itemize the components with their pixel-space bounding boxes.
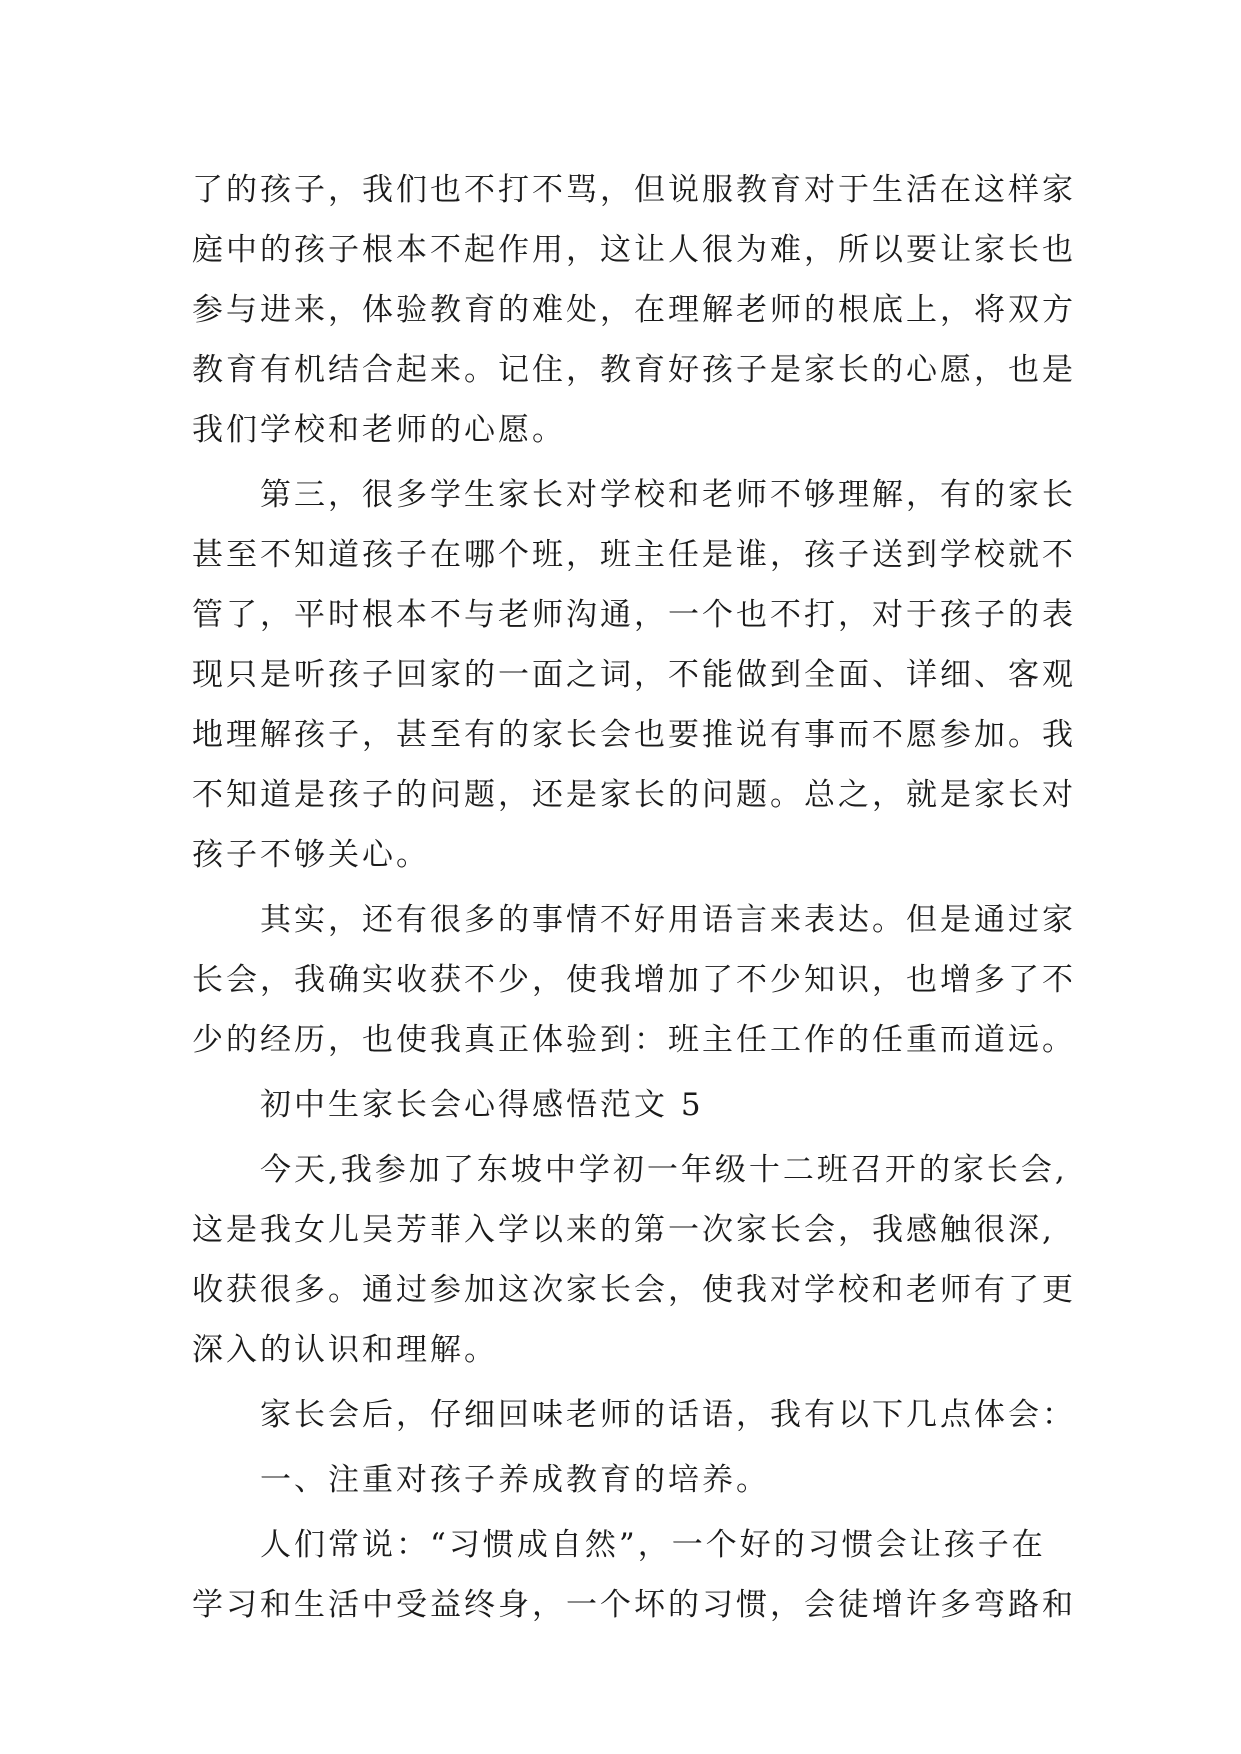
paragraph-first-line: 其实，还有很多的事情不好用语言来表达。但是通过家 xyxy=(260,902,1076,938)
text-line: 庭中的孩子根本不起作用，这让人很为难，所以要让家长也 xyxy=(192,232,1076,268)
paragraph-first-line: 家长会后，仔细回味老师的话语，我有以下几点体会： xyxy=(260,1397,1076,1433)
text-line: 甚至不知道孩子在哪个班，班主任是谁，孩子送到学校就不 xyxy=(192,537,1076,573)
text-line: 深入的认识和理解。 xyxy=(192,1332,498,1368)
text-line: 少的经历，也使我真正体验到：班主任工作的任重而道远。 xyxy=(192,1022,1076,1058)
text-line: 长会，我确实收获不少，使我增加了不少知识，也增多了不 xyxy=(192,962,1076,998)
text-line: 收获很多。通过参加这次家长会，使我对学校和老师有了更 xyxy=(192,1272,1076,1308)
text-line: 我们学校和老师的心愿。 xyxy=(192,412,566,448)
paragraph-first-line: 人们常说：“习惯成自然”，一个好的习惯会让孩子在 xyxy=(260,1527,1046,1563)
list-heading: 一、注重对孩子养成教育的培养。 xyxy=(260,1462,770,1498)
text-line: 不知道是孩子的问题，还是家长的问题。总之，就是家长对 xyxy=(192,777,1076,813)
text-line: 管了，平时根本不与老师沟通，一个也不打，对于孩子的表 xyxy=(192,597,1076,633)
text-line: 参与进来，体验教育的难处，在理解老师的根底上，将双方 xyxy=(192,292,1076,328)
paragraph-first-line: 今天,我参加了东坡中学初一年级十二班召开的家长会, xyxy=(260,1152,1068,1188)
text-line: 这是我女儿吴芳菲入学以来的第一次家长会，我感触很深, xyxy=(192,1212,1055,1248)
text-line: 学习和生活中受益终身，一个坏的习惯，会徒增许多弯路和 xyxy=(192,1587,1076,1623)
text-line: 现只是听孩子回家的一面之词，不能做到全面、详细、客观 xyxy=(192,657,1076,693)
text-line: 了的孩子，我们也不打不骂，但说服教育对于生活在这样家 xyxy=(192,172,1076,208)
paragraph-first-line: 第三，很多学生家长对学校和老师不够理解，有的家长 xyxy=(260,477,1076,513)
text-line: 教育有机结合起来。记住，教育好孩子是家长的心愿，也是 xyxy=(192,352,1076,388)
section-heading: 初中生家长会心得感悟范文 5 xyxy=(260,1087,704,1123)
text-line: 孩子不够关心。 xyxy=(192,837,430,873)
text-line: 地理解孩子，甚至有的家长会也要推说有事而不愿参加。我 xyxy=(192,717,1076,753)
